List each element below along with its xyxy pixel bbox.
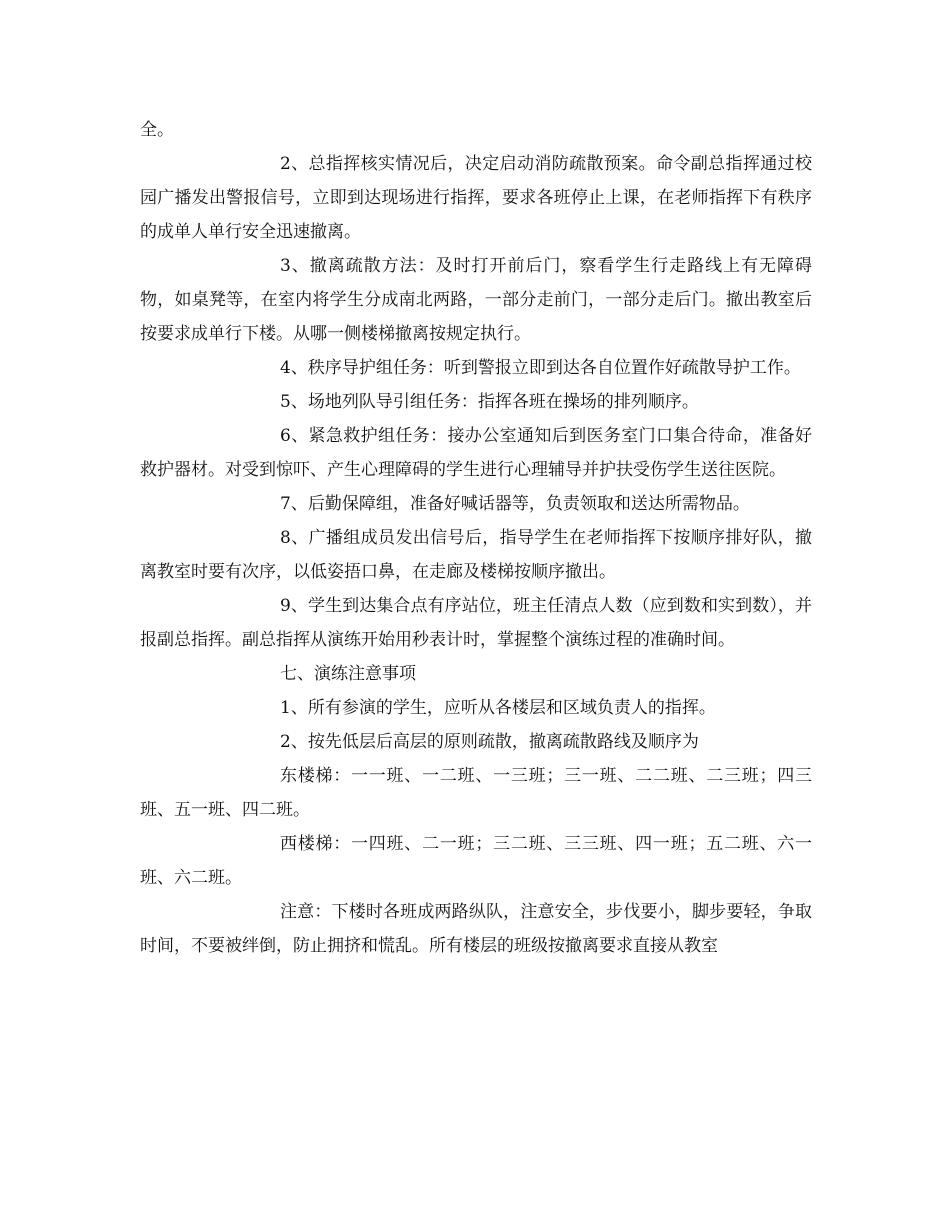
paragraph-item-8: 8、广播组成员发出信号后，指导学生在老师指挥下按顺序排好队，撤离教室时要有次序，以低姿捂口鼻，在走廊及楼梯按顺序撤出。 bbox=[140, 528, 812, 582]
paragraph-item-2: 2、总指挥核实情况后，决定启动消防疏散预案。命令副总指挥通过校园广播发出警报信号，立即到达现场进行指挥，要求各班停止上课，在老师指挥下有秩序的成单人单行安全迅速撤离。 bbox=[140, 154, 812, 242]
west-stairs-route: 西楼梯：一四班、二一班；三二班、三三班、四一班；五二班、六一班、六二班。 bbox=[140, 834, 812, 888]
section-heading-7: 七、演练注意事项 bbox=[280, 664, 416, 684]
notice-item-2: 2、按先低层后高层的原则疏散，撤离疏散路线及顺序为 bbox=[280, 732, 699, 752]
east-stairs-route: 东楼梯：一一班、一二班、一三班；三一班、二二班、二三班；四三班、五一班、四二班。 bbox=[140, 766, 812, 820]
paragraph-item-3: 3、撤离疏散方法：及时打开前后门，察看学生行走路线上有无障碍物，如桌凳等，在室内将学生分成南北两路，一部分走前门，一部分走后门。撤出教室后按要求成单行下楼。从哪一侧楼梯撤离按规定执行。 bbox=[140, 256, 812, 344]
paragraph-continuation: 全。 bbox=[140, 120, 174, 140]
notice-item-1: 1、所有参演的学生，应听从各楼层和区域负责人的指挥。 bbox=[280, 698, 716, 718]
paragraph-item-4: 4、秩序导护组任务：听到警报立即到达各自位置作好疏散导护工作。 bbox=[280, 358, 801, 378]
paragraph-item-7: 7、后勤保障组，准备好喊话器等，负责领取和送达所需物品。 bbox=[280, 494, 750, 514]
paragraph-item-5: 5、场地列队导引组任务：指挥各班在操场的排列顺序。 bbox=[280, 392, 699, 412]
attention-note: 注意：下楼时各班成两路纵队，注意安全，步伐要小，脚步要轻，争取时间，不要被绊倒，防止拥挤和慌乱。所有楼层的班级按撤离要求直接从教室 bbox=[140, 902, 812, 956]
paragraph-item-9: 9、学生到达集合点有序站位，班主任清点人数（应到数和实到数），并报副总指挥。副总指挥从演练开始用秒表计时，掌握整个演练过程的准确时间。 bbox=[140, 596, 812, 650]
paragraph-item-6: 6、紧急救护组任务：接办公室通知后到医务室门口集合待命，准备好救护器材。对受到惊吓、产生心理障碍的学生进行心理辅导并护扶受伤学生送往医院。 bbox=[140, 426, 812, 480]
document-body bbox=[140, 113, 812, 963]
